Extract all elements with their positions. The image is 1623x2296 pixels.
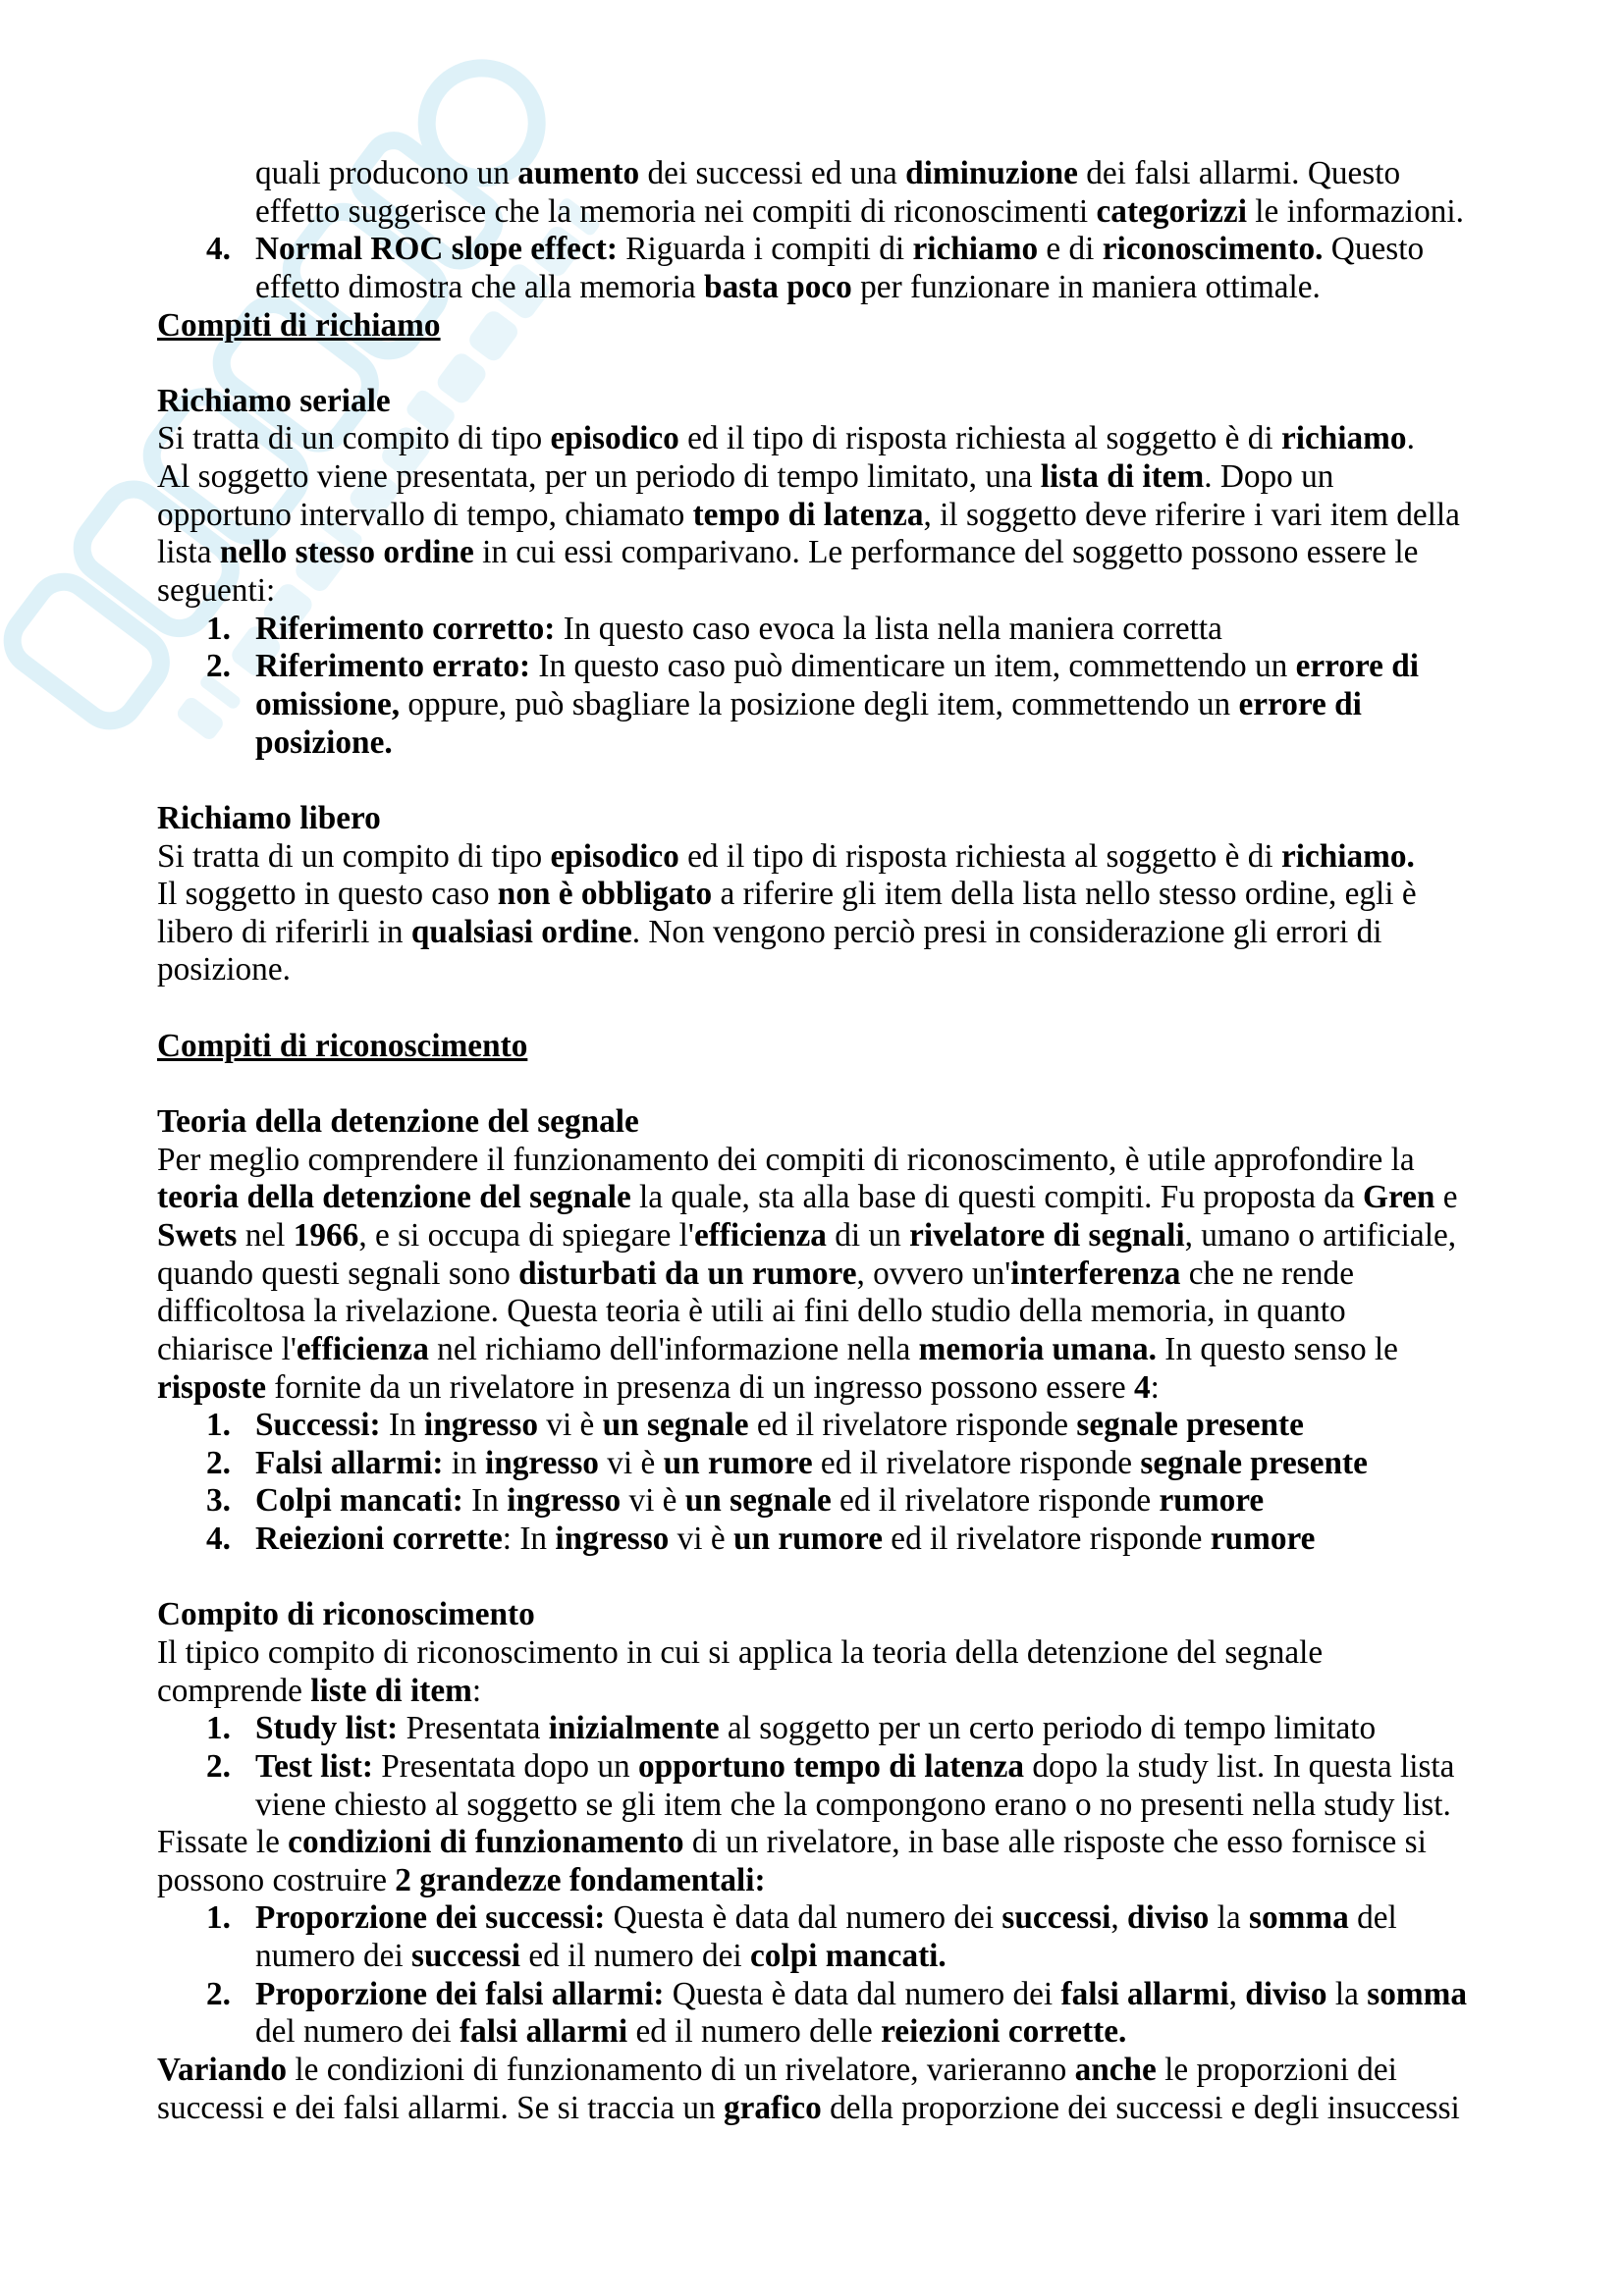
text-line (255, 1976, 1532, 2014)
list-item (157, 1710, 1532, 1748)
text-run: nel (237, 1216, 294, 1254)
text-run: in (443, 1444, 485, 1481)
text-run: Fissate le (157, 1824, 289, 1861)
text-run: Per meglio comprendere il funzionamento dei compiti di riconoscimento, è utile approfondire la (157, 1141, 1415, 1178)
numbered-list (157, 155, 1532, 307)
bold-text-run: efficienza (693, 1216, 827, 1254)
text-run: di un (826, 1216, 910, 1254)
list-number: 3. (206, 1482, 231, 1520)
text-run: posizione. (157, 951, 291, 988)
bold-text-run: un rumore (732, 1521, 883, 1558)
bold-text-run: interferenza (1010, 1255, 1181, 1292)
text-run: Il soggetto in questo caso (157, 876, 498, 913)
bold-text-run: Swets (157, 1216, 238, 1254)
text-line (255, 1407, 1532, 1445)
text-run: quali producono un (255, 155, 518, 191)
list-item-text (255, 1445, 1532, 1483)
list-item (157, 1521, 1532, 1559)
text-run: comprende (157, 1672, 311, 1709)
blank-line (157, 989, 1532, 1028)
bold-text-run: ingresso (485, 1444, 599, 1481)
text-run: Si tratta di un compito di tipo (157, 837, 551, 875)
list-number: 2. (206, 1444, 231, 1481)
text-run: ed il tipo di risposta richiesta al soggetto è di (678, 837, 1281, 875)
bold-text-run: errore di (1238, 685, 1362, 722)
text-run: della proporzione dei successi e degli insuccessi (821, 2089, 1460, 2126)
bold-text-run: condizioni di funzionamento (288, 1824, 684, 1861)
text-run: Presentata dopo un (372, 1747, 638, 1785)
bold-text-run: segnale presente (1140, 1444, 1368, 1481)
text-run: a riferire gli item della lista nello stesso ordine, egli è (712, 876, 1417, 913)
text-line (255, 269, 1532, 307)
text-run: In (462, 1482, 508, 1520)
list-number: 1. (206, 610, 231, 647)
bold-text-run: omissione, (255, 685, 401, 722)
text-line (157, 2090, 1532, 2128)
numbered-list (157, 611, 1532, 763)
paragraph (157, 1142, 1532, 1407)
text-line (255, 1521, 1532, 1559)
list-number: 4. (206, 1521, 231, 1558)
bold-text-run: riconoscimento. (1102, 231, 1324, 268)
bold-text-run: un rumore (663, 1444, 813, 1481)
text-run: Questa è data dal numero dei (664, 1975, 1061, 2012)
bold-text-run: Colpi mancati: (255, 1482, 463, 1520)
text-run: libero di riferirli in (157, 913, 411, 950)
text-run: numero dei (255, 1938, 412, 1975)
text-run: del (1348, 1899, 1397, 1937)
blank-line (157, 1065, 1532, 1103)
section-heading: Compiti di riconoscimento (157, 1027, 528, 1064)
text-run: , (1228, 1975, 1246, 2012)
text-run: che ne rende (1180, 1255, 1354, 1292)
text-line (255, 724, 1532, 763)
numbered-list (157, 1899, 1532, 2052)
text-run: vi è (537, 1407, 603, 1444)
bold-text-run: un segnale (602, 1407, 749, 1444)
bold-text-run: non è obbligato (497, 876, 713, 913)
text-run: ed il numero dei (520, 1938, 750, 1975)
text-line (157, 1331, 1532, 1369)
text-line (157, 876, 1532, 914)
text-run: difficoltosa la rivelazione. Questa teoria è utili ai fini dello studio della memoria, in quanto (157, 1293, 1346, 1330)
text-run: del numero dei (255, 2013, 460, 2051)
list-item (157, 1748, 1532, 1824)
bold-text-run: ingresso (555, 1521, 670, 1558)
bold-text-run: ingresso (424, 1407, 538, 1444)
bold-text-run: teoria della detenzione del segnale (157, 1179, 631, 1216)
text-run: chiarisce l' (157, 1330, 297, 1367)
section-heading: Compiti di richiamo (157, 306, 441, 344)
list-item (157, 611, 1532, 649)
list-item-text (255, 648, 1532, 762)
text-run: In questo caso può dimenticare un item, commettendo un (530, 648, 1296, 685)
text-run: al soggetto per un certo periodo di tempo limitato (719, 1710, 1377, 1747)
text-run: dopo la study list. In questa lista (1024, 1747, 1455, 1785)
text-line (157, 1369, 1532, 1408)
text-run: . (1406, 420, 1415, 457)
text-line (157, 534, 1532, 572)
text-run: Questo (1323, 231, 1425, 268)
text-run: dei falsi allarmi. Questo (1077, 155, 1401, 191)
list-item (157, 1899, 1532, 1975)
text-run: vi è (669, 1521, 733, 1558)
text-run: , umano o artificiale, (1184, 1216, 1457, 1254)
bold-text-run: opportuno tempo di latenza (637, 1747, 1025, 1785)
list-number: 4. (206, 231, 231, 268)
bold-text-run: diviso (1245, 1975, 1327, 2012)
text-line (255, 648, 1532, 686)
bold-text-run: falsi allarmi (1060, 1975, 1229, 2012)
text-line (157, 951, 1532, 989)
bold-text-run: Falsi allarmi: (255, 1444, 444, 1481)
blank-line (157, 1559, 1532, 1597)
bold-text-run: diminuzione (905, 155, 1078, 191)
text-line (255, 1445, 1532, 1483)
list-item-text (255, 155, 1532, 231)
text-run: Riguarda i compiti di (617, 231, 913, 268)
bold-text-run: Riferimento errato: (255, 648, 531, 685)
bold-text-run: qualsiasi ordine (410, 913, 632, 950)
subsection-title: Richiamo seriale (157, 382, 391, 419)
text-run: oppure, può sbagliare la posizione degli item, commettendo un (400, 685, 1239, 722)
text-run: Al soggetto viene presentata, per un periodo di tempo limitato, una (157, 458, 1041, 496)
text-run: la (1209, 1899, 1250, 1937)
bold-text-run: errore di (1295, 648, 1420, 685)
text-run: seguenti: (157, 572, 276, 610)
subsection-title: Compito di riconoscimento (157, 1596, 535, 1633)
text-line (157, 420, 1532, 458)
text-line (255, 611, 1532, 649)
text-run: le proporzioni dei (1156, 2052, 1397, 2089)
bold-text-run: Test list: (255, 1747, 373, 1785)
bold-text-run: anche (1074, 2052, 1157, 2089)
text-run: quando questi segnali sono (157, 1255, 519, 1292)
bold-text-run: ingresso (507, 1482, 622, 1520)
list-item-text (255, 1748, 1532, 1824)
text-line (157, 497, 1532, 535)
list-item-text (255, 611, 1532, 649)
bold-text-run: Proporzione dei successi: (255, 1899, 606, 1937)
text-line (255, 1938, 1532, 1976)
numbered-list (157, 1407, 1532, 1559)
text-run: In questo senso le (1156, 1330, 1398, 1367)
bold-text-run: Variando (157, 2052, 288, 2089)
bold-text-run: efficienza (296, 1330, 429, 1367)
bold-text-run: somma (1249, 1899, 1349, 1937)
list-number: 1. (206, 1407, 231, 1444)
bold-text-run: diviso (1127, 1899, 1210, 1937)
document-body (157, 155, 1532, 2127)
bold-text-run: Successi: (255, 1407, 381, 1444)
bold-text-run: grafico (723, 2089, 822, 2126)
paragraph (157, 1824, 1532, 1899)
list-item (157, 648, 1532, 762)
bold-text-run: liste di item (310, 1672, 472, 1709)
text-line (157, 1293, 1532, 1331)
text-run: effetto dimostra che alla memoria (255, 268, 705, 305)
bold-text-run: un segnale (684, 1482, 832, 1520)
list-item (157, 1482, 1532, 1521)
text-run: ed il rivelatore risponde (748, 1407, 1077, 1444)
numbered-list (157, 1710, 1532, 1824)
text-run: Presentata (398, 1710, 549, 1747)
text-run: in cui essi comparivano. Le performance del soggetto possono essere le (473, 534, 1419, 571)
text-line (157, 2052, 1532, 2090)
bold-text-run: 1966 (293, 1216, 359, 1254)
bold-text-run: lista di item (1040, 458, 1205, 496)
bold-text-run: Normal ROC slope effect: (255, 231, 618, 268)
text-run: le informazioni. (1246, 192, 1464, 230)
text-run: In (380, 1407, 425, 1444)
bold-text-run: colpi mancati. (749, 1938, 947, 1975)
text-run: la (1326, 1975, 1368, 2012)
text-line (255, 686, 1532, 724)
text-line (255, 1482, 1532, 1521)
list-item-text (255, 1407, 1532, 1445)
text-run: , (1110, 1899, 1128, 1937)
text-run: In questo caso evoca la lista nella maniera corretta (555, 610, 1222, 647)
text-run: , ovvero un' (856, 1255, 1011, 1292)
bold-text-run: nello stesso ordine (219, 534, 474, 571)
list-item (157, 1445, 1532, 1483)
text-run: : (1150, 1368, 1160, 1406)
bold-text-run: Reiezioni corrette (255, 1521, 503, 1558)
bold-text-run: reiezioni corrette. (881, 2013, 1127, 2051)
list-item-text (255, 1710, 1532, 1748)
bold-text-run: risposte (157, 1368, 266, 1406)
bold-text-run: Gren (1363, 1179, 1435, 1216)
text-line (157, 1862, 1532, 1900)
text-run: e (1434, 1179, 1458, 1216)
text-run: nel richiamo dell'informazione nella (428, 1330, 919, 1367)
text-line (157, 1824, 1532, 1862)
blank-line (157, 345, 1532, 383)
bold-text-run: posizione. (255, 723, 393, 761)
bold-text-run: rivelatore di segnali (909, 1216, 1185, 1254)
text-line (157, 914, 1532, 952)
text-line (157, 1634, 1532, 1673)
text-line (255, 193, 1532, 232)
text-line (157, 572, 1532, 611)
blank-line (157, 762, 1532, 800)
text-line (157, 458, 1532, 497)
list-number: 2. (206, 1975, 231, 2012)
bold-text-run: richiamo. (1280, 837, 1415, 875)
bold-text-run: falsi allarmi (460, 2013, 628, 2051)
subsection-title: Richiamo libero (157, 799, 381, 836)
bold-text-run: rumore (1159, 1482, 1265, 1520)
text-run: ed il rivelatore risponde (882, 1521, 1211, 1558)
text-run: . Dopo un (1204, 458, 1334, 496)
text-run: e di (1038, 231, 1103, 268)
list-number: 2. (206, 648, 231, 685)
text-run: ed il numero delle (627, 2013, 882, 2051)
text-run: , il soggetto deve riferire i vari item della (923, 496, 1460, 533)
bold-text-run: aumento (517, 155, 640, 191)
list-item-text (255, 231, 1532, 306)
bold-text-run: disturbati da un rumore (518, 1255, 857, 1292)
text-line (255, 1787, 1532, 1825)
text-line (157, 1217, 1532, 1255)
text-run: : (471, 1672, 482, 1709)
bold-text-run: episodico (550, 837, 679, 875)
subsection-title: Teoria della detenzione del segnale (157, 1103, 639, 1141)
text-run: vi è (621, 1482, 685, 1520)
paragraph (157, 420, 1532, 610)
list-number: 1. (206, 1899, 231, 1937)
text-run: , e si occupa di spiegare l' (358, 1216, 694, 1254)
text-run: fornite da un rivelatore in presenza di un ingresso possono essere (265, 1368, 1134, 1406)
list-number: 1. (206, 1710, 231, 1747)
text-run: di un rivelatore, in base alle risposte che esso fornisce si (683, 1824, 1427, 1861)
list-item-text (255, 1976, 1532, 2052)
text-run: dei successi ed una (639, 155, 906, 191)
text-line (157, 1255, 1532, 1294)
paragraph (157, 838, 1532, 990)
paragraph (157, 1634, 1532, 1710)
bold-text-run: basta poco (704, 268, 852, 305)
text-run: : In (502, 1521, 556, 1558)
bold-text-run: categorizzi (1096, 192, 1247, 230)
text-run: opportuno intervallo di tempo, chiamato (157, 496, 693, 533)
list-item (157, 1407, 1532, 1445)
text-line (255, 1748, 1532, 1787)
text-run: possono costruire (157, 1861, 396, 1898)
text-line (255, 155, 1532, 193)
bold-text-run: successi (411, 1938, 521, 1975)
text-run: viene chiesto al soggetto se gli item che la compongono erano o no presenti nella study list. (255, 1786, 1451, 1823)
text-run: effetto suggerisce che la memoria nei compiti di riconoscimenti (255, 192, 1097, 230)
bold-text-run: somma (1367, 1975, 1467, 2012)
bold-text-run: Proporzione dei falsi allarmi: (255, 1975, 665, 2012)
text-line (157, 1142, 1532, 1180)
bold-text-run: inizialmente (548, 1710, 720, 1747)
text-run: ed il rivelatore risponde (831, 1482, 1160, 1520)
text-run: Il tipico compito di riconoscimento in cui si applica la teoria della detenzione del segnale (157, 1633, 1324, 1671)
bold-text-run: 4 (1133, 1368, 1151, 1406)
text-run: . Non vengono perciò presi in considerazione gli errori di (631, 913, 1382, 950)
text-line (255, 2013, 1532, 2052)
list-item-continued (157, 155, 1532, 231)
bold-text-run: successi (1001, 1899, 1111, 1937)
bold-text-run: 2 grandezze fondamentali: (395, 1861, 766, 1898)
bold-text-run: richiamo (912, 231, 1039, 268)
bold-text-run: segnale presente (1076, 1407, 1304, 1444)
paragraph (157, 2052, 1532, 2127)
text-run: lista (157, 534, 220, 571)
bold-text-run: tempo di latenza (692, 496, 924, 533)
text-run: successi e dei falsi allarmi. Se si traccia un (157, 2089, 724, 2126)
text-line (255, 231, 1532, 269)
text-run: Questa è data dal numero dei (605, 1899, 1002, 1937)
bold-text-run: episodico (550, 420, 679, 457)
bold-text-run: memoria umana. (918, 1330, 1157, 1367)
bold-text-run: rumore (1210, 1521, 1316, 1558)
text-run: le condizioni di funzionamento di un rivelatore, varieranno (287, 2052, 1075, 2089)
text-run: ed il tipo di risposta richiesta al soggetto è di (678, 420, 1281, 457)
list-item-text (255, 1521, 1532, 1559)
list-number: 2. (206, 1747, 231, 1785)
text-line (255, 1899, 1532, 1938)
bold-text-run: Riferimento corretto: (255, 610, 556, 647)
list-item-text (255, 1482, 1532, 1521)
bold-text-run: Study list: (255, 1710, 399, 1747)
text-line (157, 1179, 1532, 1217)
bold-text-run: richiamo (1280, 420, 1407, 457)
text-line (255, 1710, 1532, 1748)
text-run: per funzionare in maniera ottimale. (851, 268, 1321, 305)
text-run: vi è (598, 1444, 664, 1481)
text-line (157, 838, 1532, 877)
text-run: la quale, sta alla base di questi compiti. Fu proposta da (630, 1179, 1364, 1216)
text-run: Si tratta di un compito di tipo (157, 420, 551, 457)
list-item (157, 1976, 1532, 2052)
text-run: ed il rivelatore risponde (812, 1444, 1141, 1481)
list-item-text (255, 1899, 1532, 1975)
text-line (157, 1673, 1532, 1711)
list-item (157, 231, 1532, 306)
